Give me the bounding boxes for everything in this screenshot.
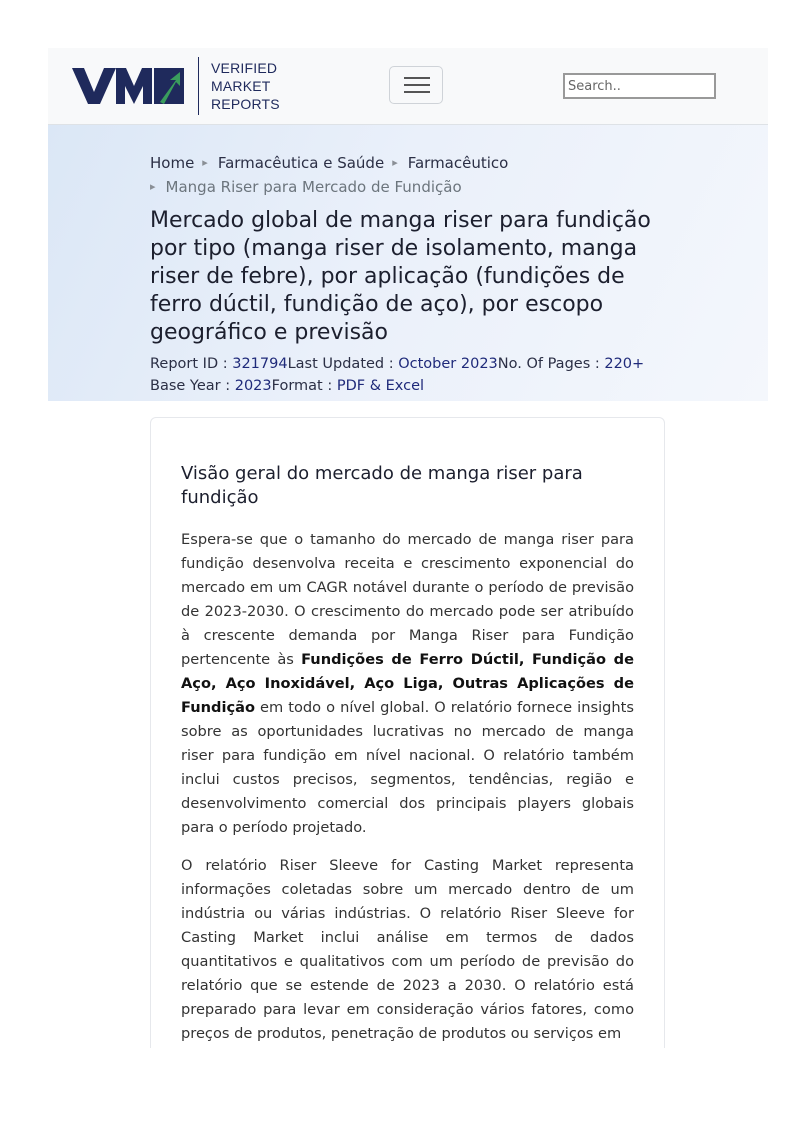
- hamburger-icon: [404, 77, 430, 79]
- overview-body: [181, 528, 634, 1048]
- pages-label: No. Of Pages :: [497, 356, 605, 372]
- format-value: PDF & Excel: [336, 378, 425, 394]
- breadcrumb-row: [150, 175, 650, 199]
- overview-paragraph: [181, 528, 634, 840]
- report-meta: [150, 353, 670, 397]
- breadcrumb-category[interactable]: Farmacêutica e Saúde: [217, 154, 385, 172]
- logo-line: MARKET: [211, 78, 271, 94]
- format-label: Format :: [271, 378, 337, 394]
- overview-text: Espera-se que o tamanho do mercado de manga riser para fundição desenvolva receita e crescimento exponencial do mercado em um CAGR notável durante o período de previsão de 2023-2030. O crescimento do mercado pode ser atribuído à crescente demanda por Manga Riser para Fundição pertencente às: [181, 531, 634, 668]
- chevron-right-icon: ▸: [150, 180, 156, 193]
- search-input[interactable]: [563, 73, 716, 99]
- report-id-value: 321794: [232, 356, 288, 372]
- breadcrumb-current: Manga Riser para Mercado de Fundição: [165, 178, 462, 196]
- site-logo[interactable]: [72, 57, 280, 115]
- logo-line: VERIFIED: [211, 60, 278, 76]
- breadcrumb-subcategory[interactable]: Farmacêutico: [407, 154, 509, 172]
- logo-line: REPORTS: [211, 96, 280, 112]
- base-year-value: 2023: [234, 378, 272, 394]
- last-updated-label: Last Updated :: [287, 356, 399, 372]
- menu-toggle-button[interactable]: [389, 66, 443, 104]
- overview-applications: Fundições de Ferro Dúctil, Fundição de Aço, Aço Inoxidável, Aço Liga, Outras Aplicações de Fundição: [181, 651, 634, 716]
- breadcrumb-home[interactable]: Home: [150, 154, 195, 172]
- base-year-label: Base Year :: [150, 378, 235, 394]
- pages-value: 220+: [604, 356, 645, 372]
- logo-divider: [198, 57, 199, 115]
- chevron-right-icon: ▸: [392, 156, 398, 169]
- overview-heading: Visão geral do mercado de manga riser para fundição: [181, 463, 583, 508]
- overview-paragraph: O relatório Riser Sleeve for Casting Market representa informações coletadas sobre um mercado dentro de um indústria ou várias indústrias. O relatório Riser Sleeve for Casting Market inclui análise em termos de dados quantitativos e qualitativos com um período de previsão do relatório que se estende de 2023 a 2030. O relatório está preparado para levar em consideração vários fatores, como preços de produtos, penetração de produtos ou serviços em: [181, 857, 634, 1042]
- report-id-label: Report ID :: [150, 356, 233, 372]
- report-meta-row: [150, 375, 670, 397]
- vmr-logo-icon: [72, 66, 184, 106]
- chevron-right-icon: ▸: [202, 156, 208, 169]
- report-title: Mercado global de manga riser para fundição por tipo (manga riser de isolamento, manga riser de febre), por aplicação (fundições de ferro dúctil, fundição de aço), por escopo geográfico e previsão: [150, 208, 651, 345]
- top-navbar: [48, 48, 768, 125]
- breadcrumb-row: [150, 151, 650, 175]
- hamburger-icon: [404, 84, 430, 86]
- overview-card: [150, 417, 665, 1048]
- page: [48, 48, 768, 1048]
- logo-wordmark: [211, 59, 280, 113]
- breadcrumb: [150, 151, 650, 199]
- last-updated-value: October 2023: [398, 356, 498, 372]
- report-meta-row: [150, 353, 670, 375]
- overview-text: em todo o nível global. O relatório fornece insights sobre as oportunidades lucrativas no mercado de manga riser para fundição em nível nacional. O relatório também inclui custos precisos, segmentos, tendências, região e desenvolvimento comercial dos principais players globais para o período projetado.: [181, 699, 634, 836]
- hamburger-icon: [404, 91, 430, 93]
- report-hero: [48, 125, 768, 401]
